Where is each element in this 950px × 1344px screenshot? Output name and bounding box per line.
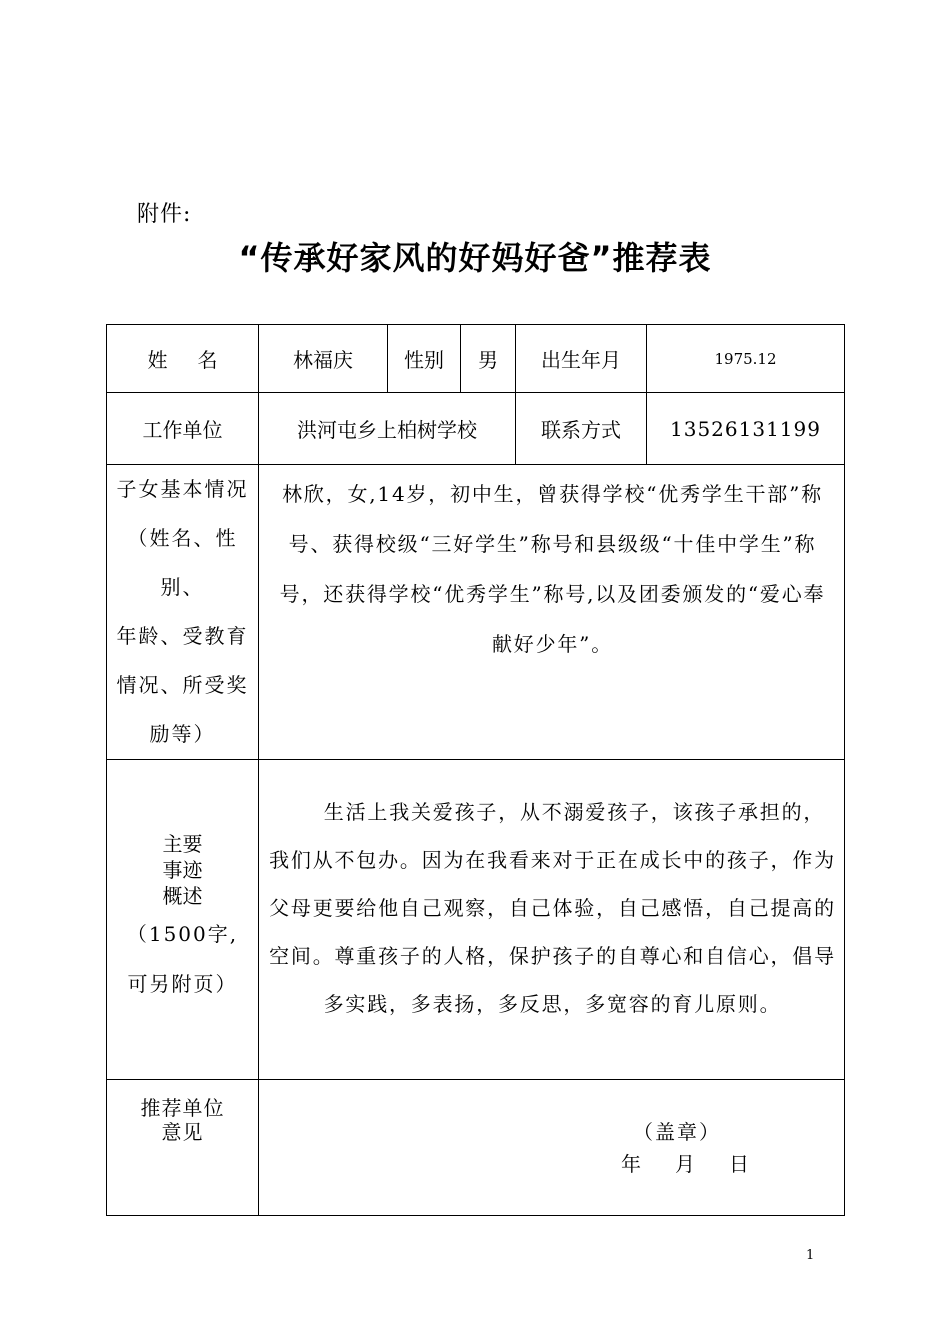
table-row	[107, 1080, 845, 1216]
recommendation-form-table	[106, 324, 845, 1216]
deeds-label-line: 事迹	[162, 857, 203, 882]
children-label	[107, 465, 259, 760]
recommend-label-line: 推荐单位	[140, 1096, 225, 1120]
children-label-line: 情况、所受奖	[116, 673, 249, 697]
deeds-label-line: 主要	[162, 831, 203, 856]
table-row	[107, 760, 845, 1080]
deeds-label-line: 概述	[162, 883, 203, 908]
birth-label: 出生年月	[516, 325, 647, 393]
date-line	[621, 1148, 749, 1177]
name-label-cell	[107, 325, 259, 393]
attachment-label: 附件:	[137, 202, 192, 227]
name-value: 林福庆	[259, 325, 388, 393]
date-year: 年	[621, 1152, 641, 1176]
recommend-opinion-cell	[259, 1080, 845, 1216]
name-label-1: 姓	[147, 348, 168, 372]
deeds-label	[107, 760, 259, 1080]
children-label-line: 年龄、受教育	[116, 624, 249, 648]
table-row	[107, 393, 845, 465]
date-day: 日	[729, 1152, 749, 1176]
work-label: 工作单位	[107, 393, 259, 465]
birth-value: 1975.12	[647, 325, 845, 393]
name-label-2: 名	[197, 348, 218, 372]
children-label-line: 子女基本情况	[116, 477, 249, 501]
table-row	[107, 325, 845, 393]
recommend-label-line: 意见	[161, 1120, 204, 1144]
contact-value: 13526131199	[647, 393, 845, 465]
children-text: 林欣，女,14岁，初中生，曾获得学校“优秀学生干部”称号、获得校级“三好学生”称号和县级级“十佳中学生”称号，还获得学校“优秀学生”称号,以及团委颁发的“爱心奉献好少年”。	[259, 465, 845, 760]
contact-label: 联系方式	[516, 393, 647, 465]
work-value: 洪河屯乡上柏树学校	[259, 393, 516, 465]
gender-label: 性别	[388, 325, 461, 393]
recommend-label	[107, 1080, 259, 1216]
date-month: 月	[675, 1152, 695, 1176]
deeds-note-line: 可另附页）	[127, 971, 238, 996]
page-number: 1	[806, 1248, 815, 1263]
table-row	[107, 465, 845, 760]
children-label-line: （姓名、性别、	[127, 526, 238, 599]
children-label-line: 励等）	[149, 722, 216, 746]
document-title: “传承好家风的好妈好爸”推荐表	[238, 239, 712, 277]
deeds-text: 生活上我关爱孩子，从不溺爱孩子，该孩子承担的，我们从不包办。因为在我看来对于正在成长中的孩子，作为父母更要给他自己观察，自己体验，自己感悟，自己提高的空间。尊重孩子的人格，保护孩子的自尊心和自信心，倡导多实践，多表扬，多反思，多宽容的育儿原则。	[259, 760, 845, 1080]
deeds-note-line: （1500字,	[126, 921, 239, 946]
gender-value: 男	[461, 325, 516, 393]
stamp-label: （盖章）	[633, 1120, 721, 1144]
